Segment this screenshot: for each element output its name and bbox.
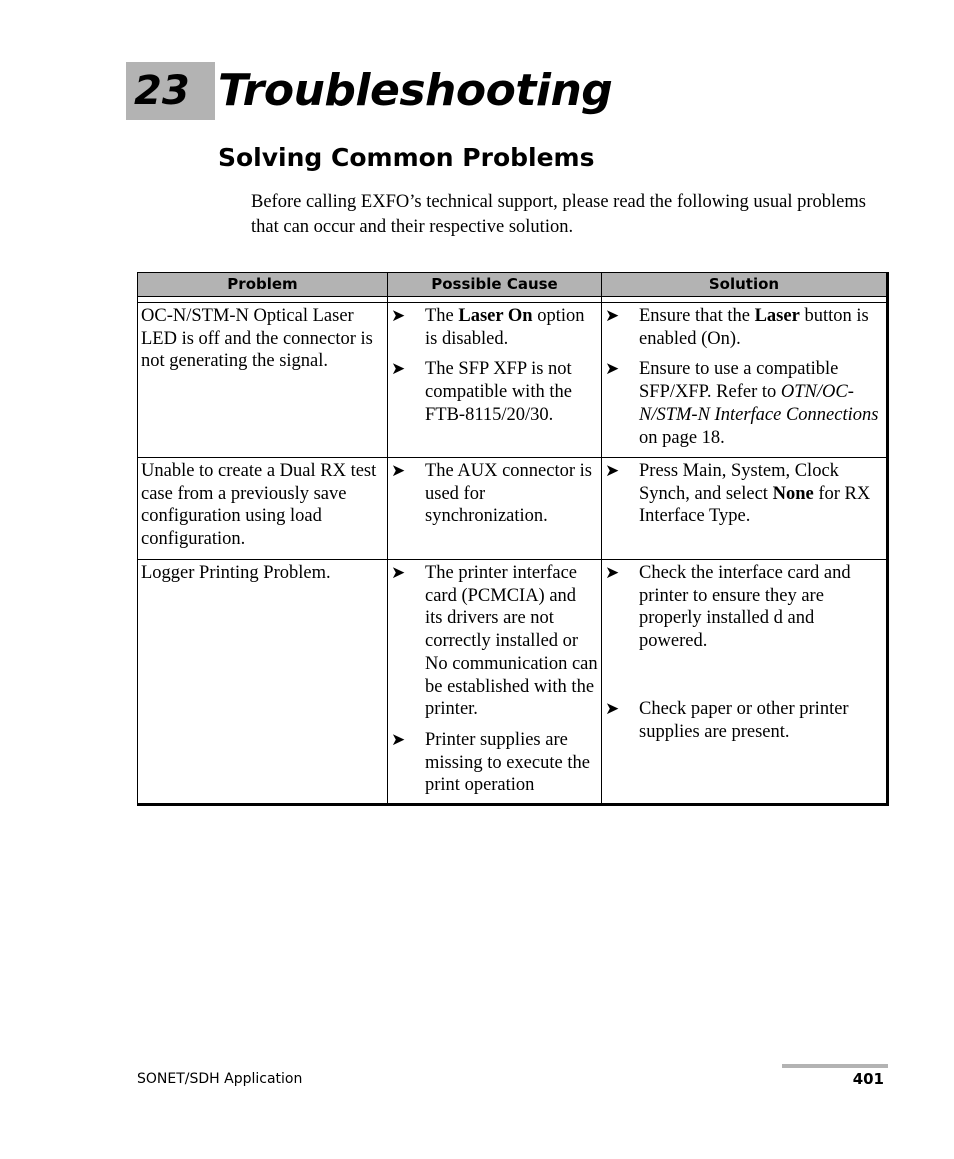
arrowhead-right-icon: ➤ (391, 563, 406, 583)
problem-cell: Unable to create a Dual RX test case from a previously save configuration using load configuration. (138, 458, 388, 560)
list-item: ➤ The SFP XFP is not compatible with the FTB-8115/20/30. (391, 359, 572, 425)
header-solution: Solution (602, 273, 888, 297)
list-item: ➤ Ensure that the Laser button is enabled (On). (605, 306, 869, 349)
troubleshooting-table (137, 272, 889, 806)
list-item: ➤ Ensure to use a compatible SFP/XFP. Refer to OTN/OC-N/STM-N Interface Connections on page 18. (605, 359, 879, 448)
chapter-title: Troubleshooting (218, 65, 613, 116)
table-row (138, 560, 888, 805)
table-row (138, 458, 888, 560)
cause-cell (388, 303, 602, 458)
chapter-number: 23 (126, 62, 215, 120)
list-item: ➤ The printer interface card (PCMCIA) and its drivers are not correctly installed or No communication can be established with the printer. (391, 563, 598, 720)
cause-cell (388, 560, 602, 805)
list-item: ➤ Check the interface card and printer to ensure they are properly installed d and powered. (605, 563, 851, 652)
solution-cell (602, 303, 888, 458)
page-number: 401 (852, 1070, 884, 1088)
problem-cell: Logger Printing Problem. (138, 560, 388, 805)
table-row (138, 303, 888, 458)
arrowhead-right-icon: ➤ (391, 306, 406, 326)
footer-doc-title: SONET/SDH Application (137, 1071, 303, 1087)
arrowhead-right-icon: ➤ (391, 729, 406, 750)
header-possible-cause: Possible Cause (388, 273, 602, 297)
arrowhead-right-icon: ➤ (391, 461, 406, 481)
arrowhead-right-icon: ➤ (605, 306, 620, 326)
arrowhead-right-icon: ➤ (605, 359, 620, 380)
list-item: ➤ The AUX connector is used for synchronization. (391, 461, 592, 527)
section-title: Solving Common Problems (218, 143, 595, 172)
solution-cell (602, 458, 888, 560)
arrowhead-right-icon: ➤ (391, 359, 406, 380)
solution-cell (602, 560, 888, 805)
list-item: ➤ Press Main, System, Clock Synch, and select None for RX Interface Type. (605, 461, 871, 527)
cause-cell (388, 458, 602, 560)
list-item: ➤ The Laser On option is disabled. (391, 306, 585, 349)
cross-reference-link[interactable]: OTN/OC-N/STM-N Interface Connections (639, 382, 879, 425)
table-header-row (138, 273, 888, 297)
arrowhead-right-icon: ➤ (605, 461, 620, 481)
header-problem: Problem (138, 273, 388, 297)
list-item: ➤ Check paper or other printer supplies are present. (605, 698, 849, 742)
problem-cell: OC-N/STM-N Optical Laser LED is off and the connector is not generating the signal. (138, 303, 388, 458)
footer-rule (782, 1064, 888, 1068)
arrowhead-right-icon: ➤ (605, 698, 620, 719)
list-item: ➤ Printer supplies are missing to execute the print operation (391, 729, 590, 796)
arrowhead-right-icon: ➤ (605, 563, 620, 583)
intro-paragraph: Before calling EXFO’s technical support, please read the following usual problems that can occur and their respective solution. (251, 192, 866, 237)
